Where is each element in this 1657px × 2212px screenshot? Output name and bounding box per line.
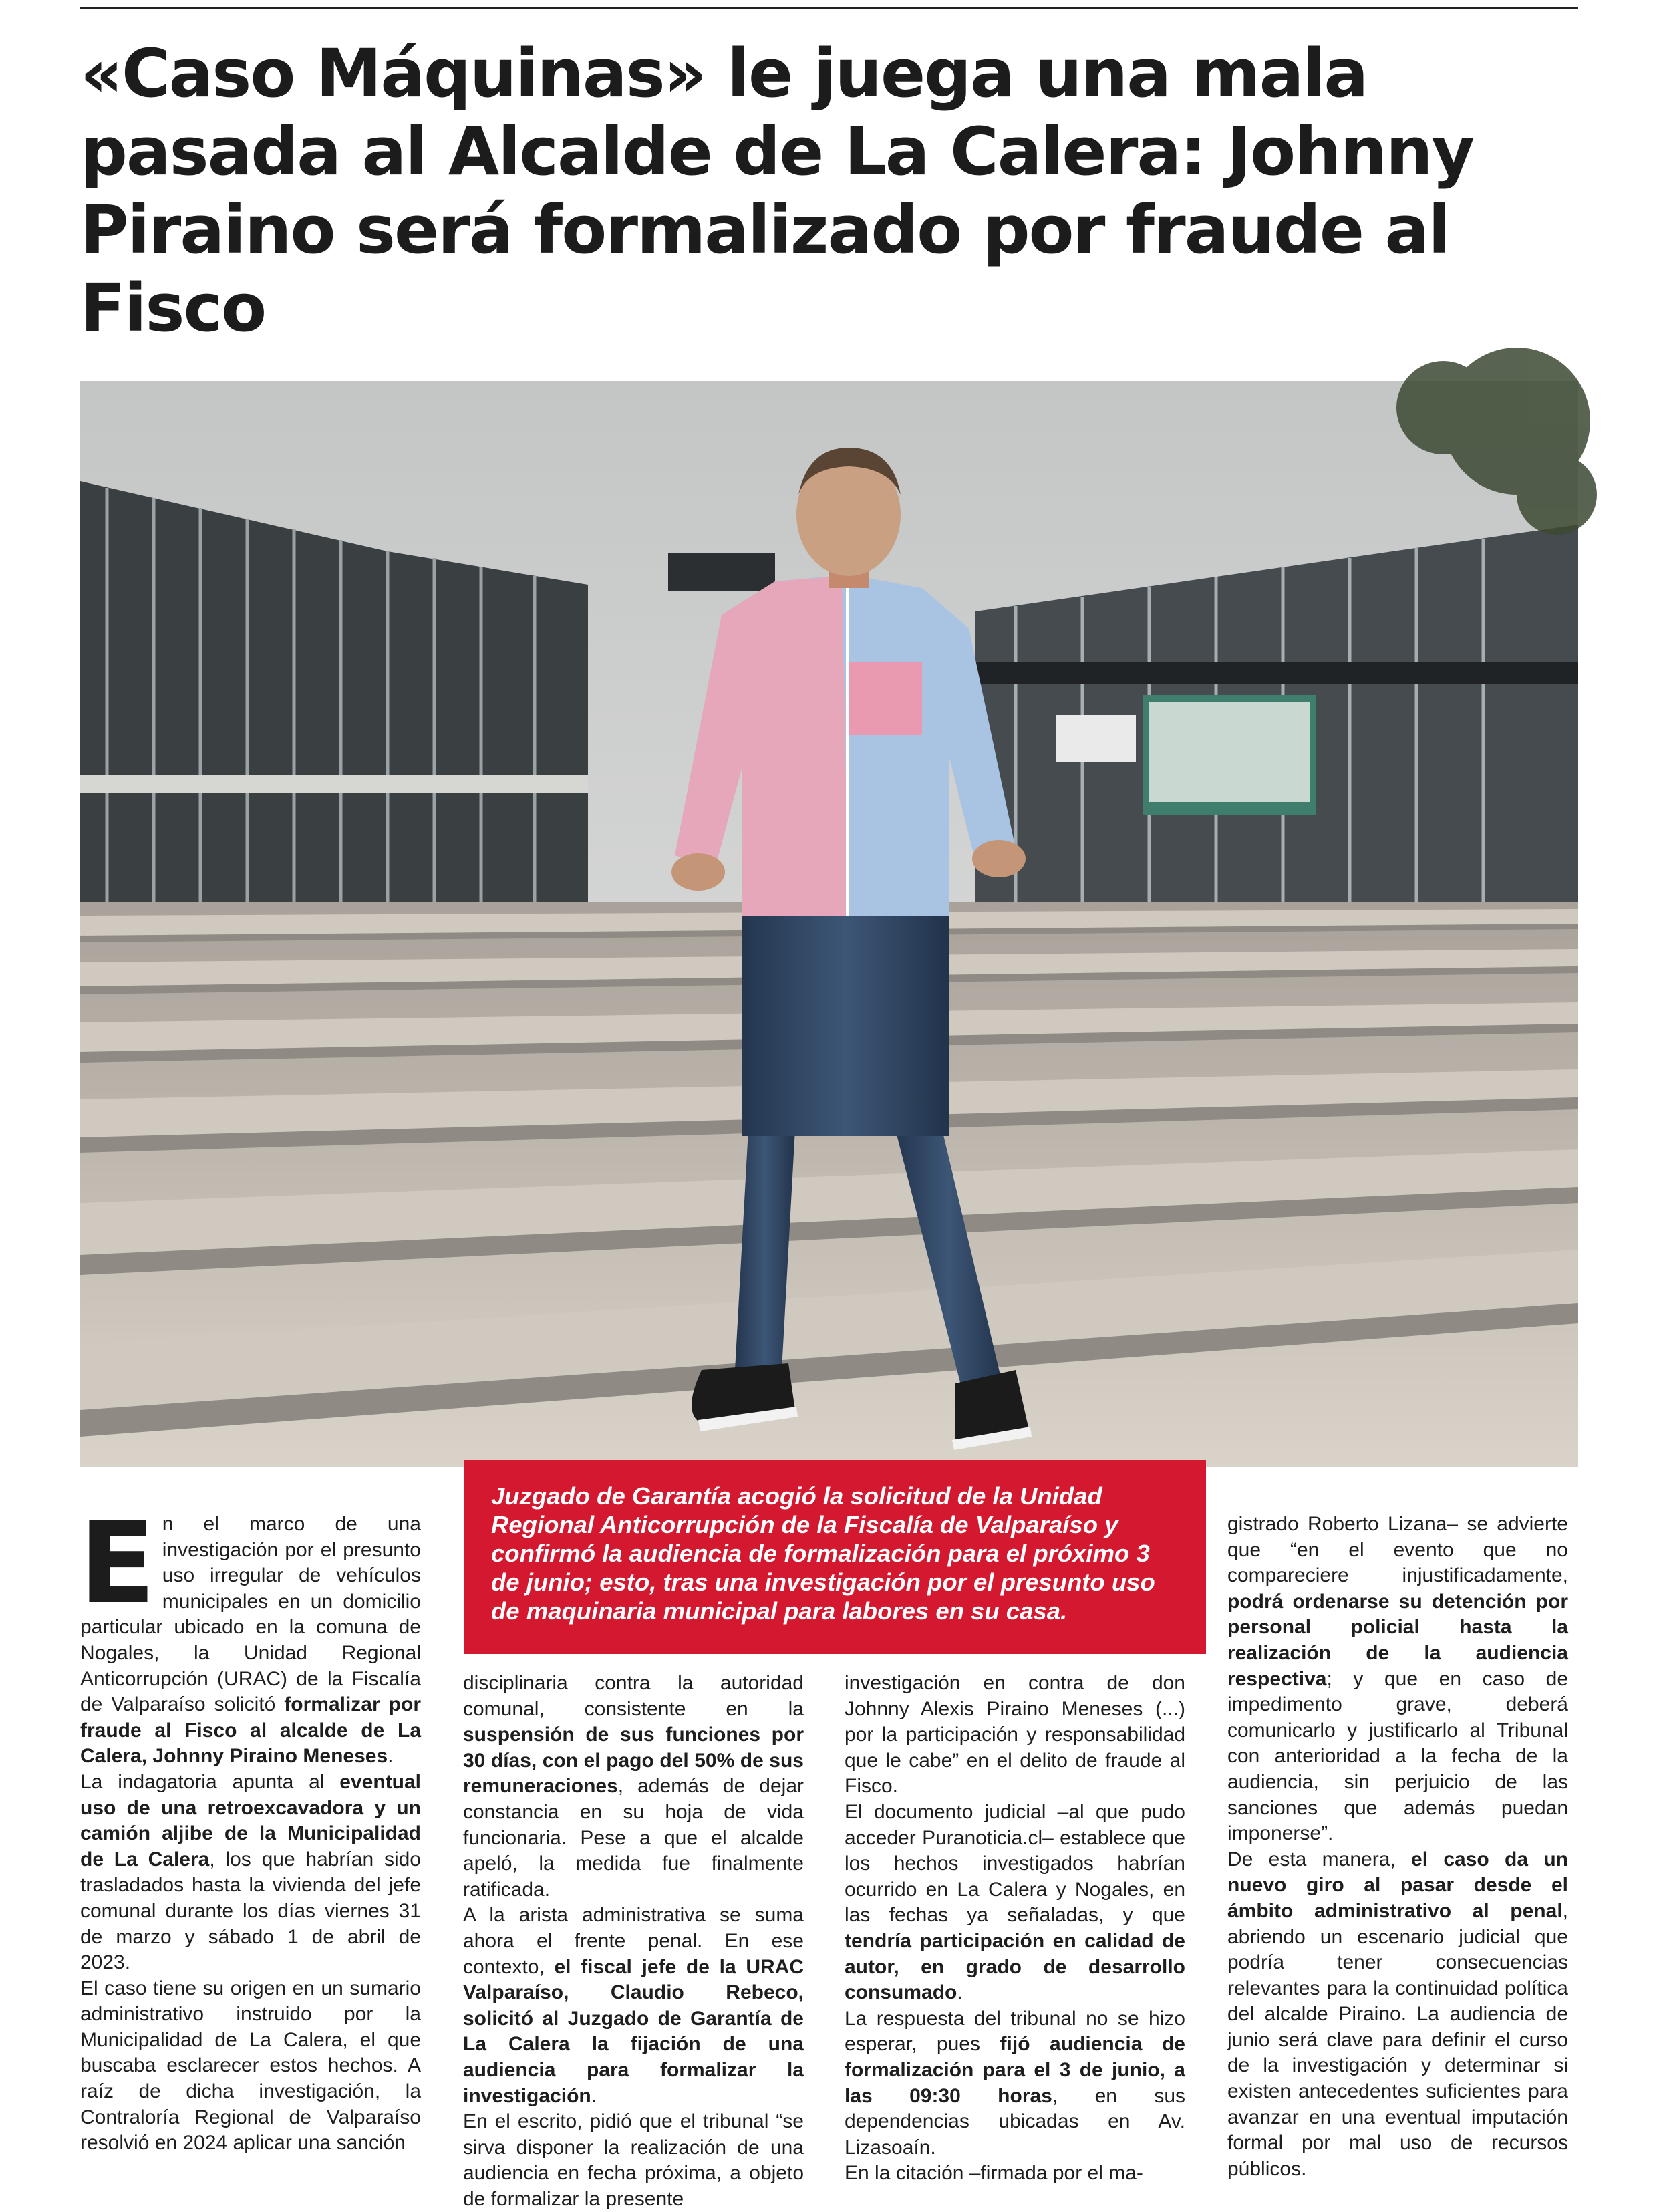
paragraph-text: , abriendo un escenario judicial que podría tener consecuencias relevantes para la continuidad política del alcalde Piraino. La audiencia de junio será clave para definir el curso de la investigación y determinar si existen antecedentes suficientes para avanzar en una eventual imputación formal por mal uso de recursos públicos. [1227,1899,1568,2180]
body-column-4 [1227,1512,1568,2180]
callout-box: Juzgado de Garantía acogió la solicitud de la Unidad Regional Anticorrupción de la Fiscalía de Valparaíso y confirmó la audiencia de formalización para el próximo 3 de junio; esto, tras una investigación por el presunto uso de maquinaria municipal para labores en su casa. [464,1460,1206,1654]
paragraph-emphasis: el fiscal jefe de la URAC Valparaíso, Claudio Rebeco, solicitó al Juzgado de Garantía de La Calera la fijación de una audiencia para formalizar la investigación [463,1955,804,2107]
paragraph [845,2006,1185,2161]
paragraph [1227,1512,1568,1847]
paragraph-text: , además de dejar constancia en su hoja de vida funcionaria. Pese a que el alcalde apeló, la medida fue finalmente ratificada. [463,1775,804,1901]
paragraph: En el escrito, pidió que el tribunal “se sirva disponer la realización de una audiencia en fecha próxima, a objeto de formalizar la presente [463,2110,804,2210]
paragraph-text: , en sus dependencias ubicadas en Av. Lizasoaín. [845,2084,1186,2159]
paragraph [79,1498,421,1770]
paragraph-text: La respuesta del tribunal no se hizo esperar, pues [845,2007,1185,2056]
paragraph-emphasis: el caso da un nuevo giro al pasar desde el ámbito administrativo al penal [1227,1848,1568,1922]
paragraph [1227,1847,1568,2183]
paragraph: investigación en contra de don Johnny Alexis Piraino Meneses (...) por la participación y responsabilidad que le cabe” en el delito de fraude al Fisco. [845,1672,1185,1798]
article-photo [80,381,1578,1467]
paragraph-emphasis: eventual uso de una retroexcavadora y un camión aljibe de la Municipalidad de La Calera [80,1770,421,1871]
paragraph-text: A la arista administrativa se suma ahora el frente penal. En ese contexto, [463,1904,804,1978]
paragraph-text: La indagatoria apunta al [80,1770,340,1793]
paragraph [463,1671,804,1903]
paragraph-text: , los que habrían sido trasladados hasta la vivienda del jefe comunal durante los días viernes 31 de marzo y sábado 1 de abril de 2023. [80,1848,421,1974]
paragraph-text: . [591,2084,597,2107]
top-rule [80,7,1578,9]
paragraph: En la citación –firmada por el ma- [845,2162,1143,2185]
paragraph-text: De esta manera, [1227,1848,1412,1871]
paragraph-emphasis: suspensión de sus funciones por 30 días, con el pago del 50% de sus remuneraciones [463,1723,804,1798]
paragraph-text: gistrado Roberto Lizana– se advierte que “en el evento que no compareciere injustificadamente, [1227,1513,1568,1587]
body-column-2 [463,1671,804,2210]
paragraph-text: n el marco de una investigación por el presunto uso irregular de vehículos municipales en un domicilio particular ubicado en la comuna de Nogales, la Unidad Regional Anticorrupción (URAC) de la Fiscalía de Valparaíso solicitó [80,1513,421,1716]
body-column-3 [845,1671,1186,2185]
paragraph-text: disciplinaria contra la autoridad comunal, consistente en la [463,1672,804,1720]
paragraph-text: . [957,1981,963,2004]
paragraph-emphasis: tendría participación en calidad de autor, en grado de desarrollo consumado [845,1929,1185,2004]
paragraph-text: El documento judicial –al que pudo acceder Puranoticia.cl– establece que los hechos investigados habrían ocurrido en La Calera y Nogales, en las fechas ya señaladas, y que [845,1800,1185,1927]
paragraph [845,1800,1185,2006]
headline: «Caso Máquinas» le juega una mala pasada al Alcalde de La Calera: Johnny Piraino será formalizado por fraude al Fisco [80,35,1474,347]
paragraph [463,1903,804,2109]
drop-cap: E [79,1498,156,1629]
paragraph [80,1770,421,1976]
paragraph-emphasis: fijó audiencia de formalización para el 3 de junio, a las 09:30 horas [845,2033,1185,2107]
paragraph: El caso tiene su origen en un sumario administrativo instruido por la Municipalidad de La Calera, el que buscaba esclarecer estos hechos. A raíz de dicha investigación, la Contraloría Regional de Valparaíso resolvió en 2024 aplicar una sanción [80,1977,421,2155]
body-column-1 [79,1498,421,2155]
paragraph-emphasis: podrá ordenarse su detención por personal policial hasta la realización de la audiencia respectiva [1227,1590,1568,1690]
paragraph-emphasis: formalizar por fraude al Fisco al alcalde de La Calera, Johnny Piraino Meneses [80,1693,421,1768]
paragraph-text: . [388,1745,394,1768]
paragraph-text: ; y que en caso de impedimento grave, deberá comunicarlo y justificarlo al Tribunal con anterioridad a la fecha de la audiencia, sin perjuicio de las sanciones que además puedan imponerse”. [1227,1667,1568,1845]
